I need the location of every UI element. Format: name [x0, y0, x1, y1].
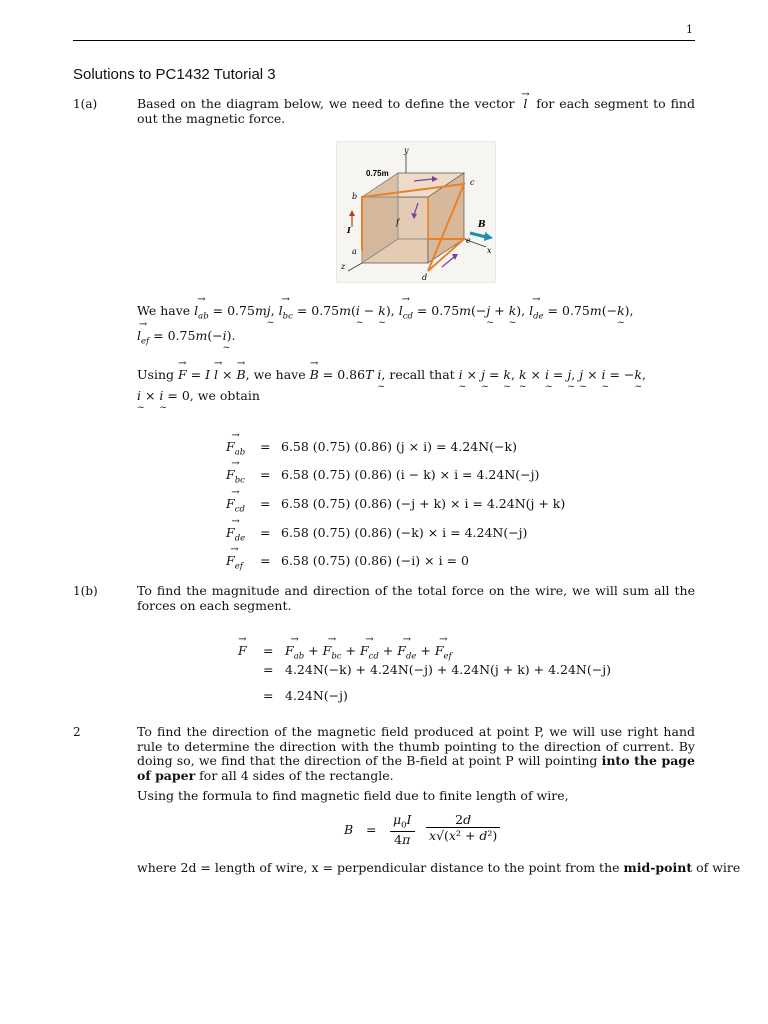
point-e-label: e	[466, 236, 471, 245]
force-sub: cd	[234, 504, 245, 515]
equation-row	[0, 467, 540, 486]
equals-sign: =	[260, 525, 271, 540]
force-rhs: 6.58 (0.75) (0.86) (−j + k) × i = 4.24N(j + k)	[281, 496, 566, 511]
where-line	[137, 860, 740, 875]
axis-x-label: x	[487, 246, 492, 255]
vector-l: → l	[519, 97, 531, 112]
q1a-intro-text-b: for each segment to find out the magnetic force.	[137, 96, 695, 126]
l-vectors-line-1: We have → $l_{ab} = 0.75mj$ ~, → $l_{bc} = 0.75m(i$ ~ − k ~), → $l_{cd} = 0.75m(-j$ ~ + k ~), → $l_{de} = 0.75m(-k$ ~),	[137, 303, 634, 322]
point-c-label: c	[470, 178, 475, 187]
force-rhs: 6.58 (0.75) (0.86) (j × i) = 4.24N(−k)	[281, 439, 517, 454]
page-title: Solutions to PC1432 Tutorial 3	[73, 66, 276, 83]
total-force-lhs: → F	[238, 643, 247, 658]
point-b-label: b	[352, 192, 358, 201]
equals-sign: =	[260, 439, 271, 454]
using-text: Using	[137, 367, 174, 382]
equals-sign: =	[260, 496, 271, 511]
equals-sign: =	[263, 643, 274, 658]
force-lhs: → $F_{de}$	[226, 525, 245, 544]
question-label-1b: 1(b)	[73, 584, 98, 598]
equation-row	[0, 496, 566, 515]
equals-sign: =	[366, 822, 377, 837]
point-f-label: f	[396, 218, 399, 227]
axis-z-label: z	[341, 262, 346, 271]
formula-intro: Using the formula to find magnetic field due to finite length of wire,	[137, 788, 569, 803]
q1b-text: To find the magnitude and direction of the total force on the wire, we will sum all the forces on each segment.	[137, 583, 695, 613]
force-rhs: 6.58 (0.75) (0.86) (i − k) × i = 4.24N(−j)	[281, 467, 540, 482]
we-obtain-text: , we obtain	[189, 388, 260, 403]
page-number: 1	[686, 23, 693, 36]
force-lhs: → $F_{ab}$	[226, 439, 245, 458]
page-header	[73, 22, 695, 41]
q2-text-a: To find the direction of the magnetic field produced at point P, we will use right hand rule to determine the direction with the thumb pointing to the direction of current. By doing so, we find that the direction of the B-field at point P will pointing	[137, 724, 695, 768]
force-sub: de	[234, 533, 246, 544]
q2-text	[137, 725, 695, 783]
equals-sign: =	[260, 553, 271, 568]
equals-sign: =	[263, 662, 274, 677]
field-label: B	[478, 220, 486, 230]
using-line: Using → F = I → l × → B, we have → B = 0.86T i ~, recall that i ~ × j ~ = k ~, k ~ × i ~ = j ~, j ~ × i ~ = −k ~,	[137, 367, 646, 382]
we-have-text: We have	[137, 303, 191, 318]
force-rhs: 6.58 (0.75) (0.86) (−i) × i = 0	[281, 553, 469, 568]
force-lhs: → $F_{cd}$	[226, 496, 245, 515]
question-label-1a: 1(a)	[73, 97, 98, 111]
current-label: I	[347, 225, 351, 235]
where-text-a: where 2d = length of wire, x = perpendicular distance to the point from the	[137, 860, 620, 875]
question-label-2: 2	[73, 725, 81, 739]
recall-text: , recall that	[381, 367, 455, 382]
obtain-line: i ~ × i ~ = 0, we obtain	[137, 388, 260, 403]
axis-y-label: y	[404, 146, 409, 155]
where-text-b: of wire	[696, 860, 741, 875]
force-lhs: → $F_{bc}$	[226, 467, 245, 486]
force-lhs: → $F_{ef}$	[226, 553, 243, 572]
force-sub: ef	[234, 561, 243, 572]
l-vectors-line-2: → $l_{ef} = 0.75m(-i$ ~).	[137, 328, 236, 347]
total-force-row-1	[0, 643, 452, 662]
q2-text-bold: into the page of paper	[137, 753, 696, 783]
force-sub: bc	[234, 475, 245, 486]
we-have-text-2: , we have	[245, 367, 306, 382]
force-sub: ab	[234, 447, 246, 458]
total-force-sum: → $F_{ab}$ + → $F_{bc}$ + → $F_{cd}$ + → $F_{de}$ + → $F_{ef}$	[285, 643, 452, 662]
total-force-expansion: 4.24N(−k) + 4.24N(−j) + 4.24N(j + k) + 4.24N(−j)	[285, 662, 611, 677]
q1a-intro-text-a: Based on the diagram below, we need to define the vector	[137, 96, 515, 111]
point-a-label: a	[352, 247, 357, 256]
equation-row	[0, 525, 528, 544]
equals-sign: =	[260, 467, 271, 482]
force-rhs: 6.58 (0.75) (0.86) (−k) × i = 4.24N(−j)	[281, 525, 528, 540]
equation-row	[0, 439, 517, 458]
q2-text-b: for all 4 sides of the rectangle.	[199, 767, 394, 783]
equals-sign: =	[263, 688, 274, 703]
cube-diagram	[336, 141, 496, 283]
length-label: 0.75m	[366, 169, 389, 178]
point-d-label: d	[422, 273, 428, 282]
q1a-intro	[137, 97, 695, 126]
total-force-result: 4.24N(−j)	[285, 688, 348, 703]
cube-svg	[336, 141, 496, 283]
equation-row	[0, 553, 469, 572]
where-text-bold: mid-point	[623, 860, 693, 875]
